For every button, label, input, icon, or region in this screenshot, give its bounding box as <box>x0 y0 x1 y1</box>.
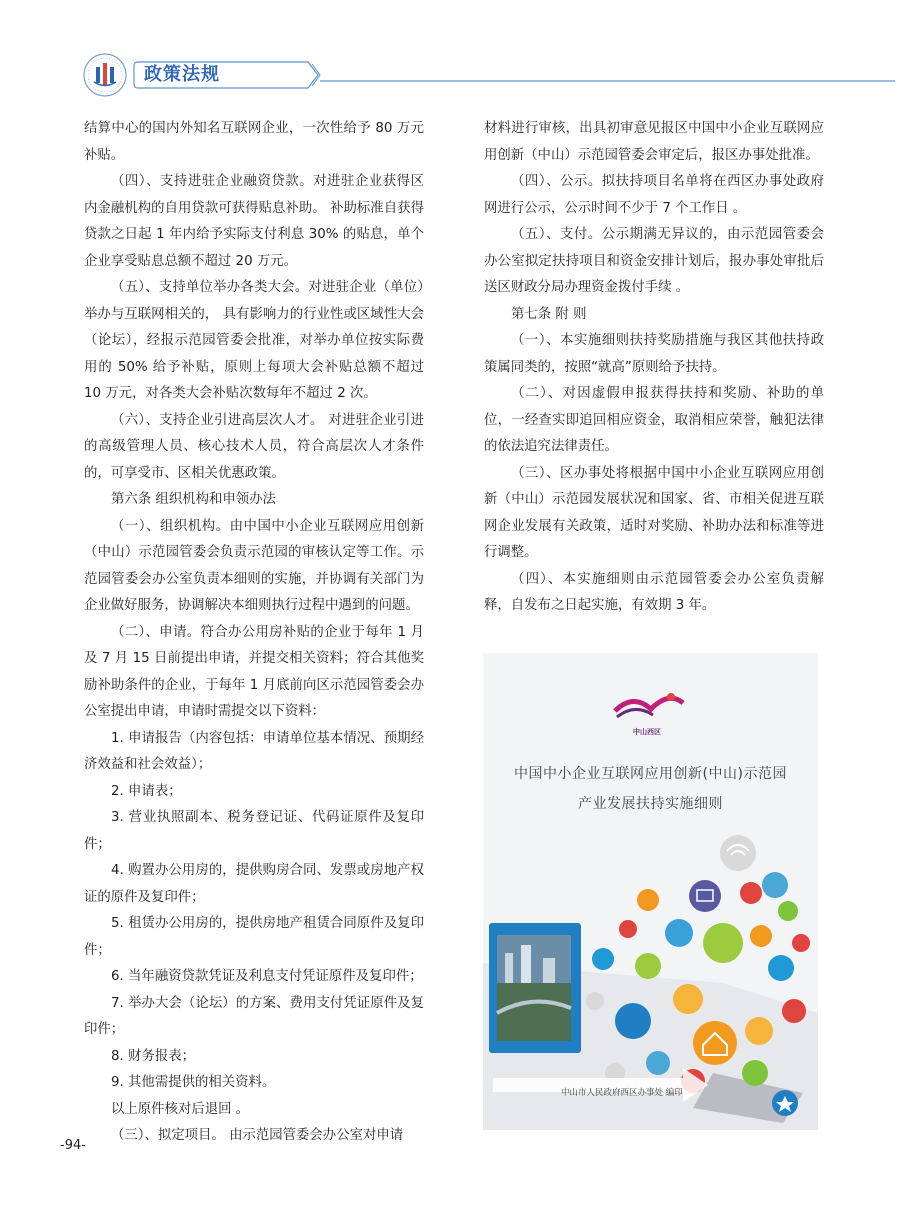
paragraph: （三）、区办事处将根据中国中小企业互联网应用创新（中山）示范园发展状况和国家、省、市相关促进互联网企业发展有关政策，适时对奖励、补助办法和标准等进行调整。 <box>484 465 824 560</box>
paragraph: （四）、支持进驻企业融资贷款。对进驻企业获得区内金融机构的自用贷款可获得贴息补助。 补助标准自获得贷款之日起 1 年内给予实际支付利息 30% 的贴息，单个企业享受贴息总额不超过 20 万元。 <box>84 174 424 269</box>
mail-icon <box>740 882 762 904</box>
cover-illustration <box>483 653 818 1130</box>
paragraph: 2. 申请表； <box>111 783 182 799</box>
paragraph: 以上原件核对后退回 。 <box>111 1101 250 1117</box>
paragraph: （一）、本实施细则扶持奖励措施与我区其他扶持政策属同类的，按照“就高”原则给予扶持。 <box>484 333 824 375</box>
chat-icon <box>665 919 693 947</box>
paragraph: （五）、支付。公示期满无异议的，由示范园管委会办公室拟定扶持项目和资金安排计划后，报办事处审批后送区财政分局办理资金拨付手续 。 <box>484 227 824 295</box>
paragraph: 3. 营业执照副本、税务登记证、代码证原件及复印件； <box>84 810 424 852</box>
power-icon <box>742 1060 768 1086</box>
cover-publisher: 中山市人民政府西区办事处 编印 <box>561 1088 683 1098</box>
paragraph: 1. 申请报告（内容包括：申请单位基本情况、预期经济效益和社会效益）； <box>84 730 424 772</box>
cover-title-line2: 产业发展扶持实施细则 <box>578 796 723 812</box>
hourglass-icon <box>782 999 806 1023</box>
brand-logo-icon <box>615 693 683 717</box>
cloud-icon <box>615 1003 651 1039</box>
zhongshan-hub-logo-icon <box>82 52 128 98</box>
page-number: -94- <box>60 1138 86 1153</box>
left-column <box>84 116 424 1150</box>
paragraph: 4. 购置办公用房的，提供购房合同、发票或房地产权证的原件及复印件； <box>84 863 424 905</box>
paragraph: 材料进行审核，出具初审意见报区中国中小企业互联网应用创新（中山）示范园管委会审定后，报区办事处批准。 <box>484 121 824 163</box>
paragraph: （二）、申请。符合办公用房补贴的企业于每年 1 月及 7 月 15 日前提出申请，并提交相关资料；符合其他奖励补助条件的企业，于每年 1 月底前向区示范园管委会办公室提出申请，申请时需提交以下资料： <box>84 624 424 719</box>
paragraph: 6. 当年融资贷款凭证及利息支付凭证原件及复印件； <box>111 969 423 984</box>
paragraph: （五）、支持单位举办各类大会。对进驻企业（单位）举办与互联网相关的， 具有影响力的行业性或区域性大会（论坛），经报示范园管委会批准，对举办单位按实际费用的 50% 给予补贴，原则上每项大会补贴总额不超过 10 万元，对各类大会补贴次数每年不超过 2 次。 <box>84 280 424 401</box>
gear-icon <box>778 901 798 921</box>
cover-brand: 中山西区 <box>633 728 661 736</box>
header-rule <box>320 80 895 82</box>
paragraph: 7. 举办大会（论坛）的方案、费用支付凭证原件及复印件； <box>84 995 424 1037</box>
camera-icon <box>768 955 794 981</box>
page-header <box>82 52 822 100</box>
wifi-icon <box>720 835 756 871</box>
cover-title-line1: 中国中小企业互联网应用创新(中山)示范园 <box>514 766 787 782</box>
paragraph: （六）、支持企业引进高层次人才。 对进驻企业引进的高级管理人员、核心技术人员，符合高层次人才条件的，可享受市、区相关优惠政策。 <box>84 412 424 481</box>
paragraph: （二）、对因虚假申报获得扶持和奖励、补助的单位，一经查实即追回相应资金，取消相应荣誉，触犯法律的依法追究法律责任。 <box>484 386 824 454</box>
home-icon <box>693 1021 737 1065</box>
music-note-icon <box>637 889 659 911</box>
right-column <box>484 116 824 620</box>
paragraph: （三）、拟定项目。 由示范园管委会办公室对申请 <box>111 1128 404 1143</box>
paragraph: 9. 其他需提供的相关资料。 <box>111 1075 276 1090</box>
paragraph: 5. 租赁办公用房的，提供房地产租赁合同原件及复印件； <box>84 916 424 958</box>
paragraph: （四）、公示。拟扶持项目名单将在西区办事处政府网进行公示，公示时间不少于 7 个工作日 。 <box>484 174 824 216</box>
monitor-icon <box>689 880 721 912</box>
globe-icon <box>703 923 743 963</box>
section-title: 政策法规 <box>144 64 220 85</box>
paragraph: 第六条 组织机构和申领办法 <box>111 492 276 507</box>
cover-image <box>483 653 818 1130</box>
paragraph: 第七条 附 则 <box>511 306 587 322</box>
lock-icon <box>792 934 810 952</box>
paragraph: （一）、组织机构。由中国中小企业互联网应用创新（中山）示范园管委会负责示范园的审核认定等工作。示范园管委会办公室负责本细则的实施，并协调有关部门为企业做好服务，协调解决本细则执行过程中遇到的问题。 <box>84 518 424 613</box>
paragraph: 结算中心的国内外知名互联网企业，一次性给予 80 万元补贴。 <box>84 121 424 163</box>
headphones-icon <box>750 925 772 947</box>
document-icon <box>762 872 788 898</box>
paragraph: 8. 财务报表； <box>111 1048 195 1064</box>
paragraph: （四）、本实施细则由示范园管委会办公室负责解释，自发布之日起实施，有效期 3 年。 <box>484 571 824 613</box>
